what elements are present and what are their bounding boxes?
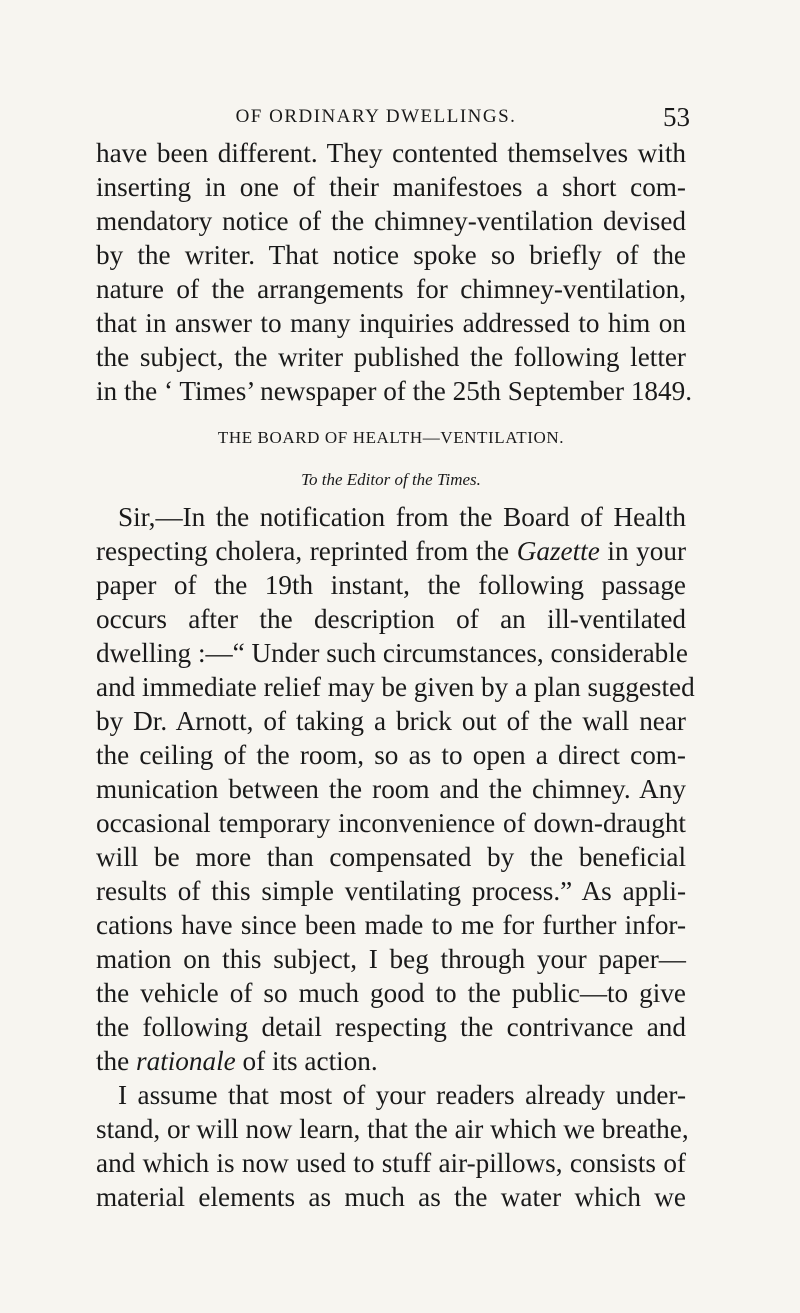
lead-rest: —In the notification from the Board of Health <box>155 502 686 532</box>
text-line: I assume that most of your readers already under- <box>118 1080 686 1110</box>
text-line: by the writer. That notice spoke so briefly of the <box>96 240 686 270</box>
text-line: the ceiling of the room, so as to open a direct com- <box>96 740 686 770</box>
text-line: that in answer to many inquiries addressed to him on <box>96 308 686 338</box>
running-title: OF ORDINARY DWELLINGS. <box>235 106 517 127</box>
letter-heading: THE BOARD OF HEALTH—VENTILATION. <box>217 428 565 447</box>
text-line: munication between the room and the chimney. Any <box>96 774 686 804</box>
gazette-italic: Gazette <box>516 536 600 566</box>
letter-lead-line <box>96 500 686 534</box>
text-line: stand, or will now learn, that the air which we breathe, <box>96 1114 689 1144</box>
text-line: in the ‘ Times’ newspaper of the 25th September 1849. <box>96 376 693 406</box>
page-number: 53 <box>663 102 690 132</box>
text-line: inserting in one of their manifestoes a short com- <box>96 172 686 202</box>
text-span: the <box>96 1046 137 1076</box>
text-span: of its action. <box>235 1046 378 1076</box>
text-line: occasional temporary inconvenience of down-draught <box>96 808 686 838</box>
text-line: and immediate relief may be given by a plan suggested <box>96 672 695 702</box>
text-span: respecting cholera, reprinted from the <box>96 536 510 566</box>
text-line <box>96 534 686 568</box>
text-line: mendatory notice of the chimney-ventilation devised <box>96 206 686 236</box>
running-head <box>96 102 690 132</box>
text-line: mation on this subject, I beg through your paper— <box>96 944 686 974</box>
text-line: have been different. They contented themselves with <box>96 138 686 168</box>
text-line: results of this simple ventilating process.” As appli- <box>96 876 686 906</box>
text-line: and which is now used to stuff air-pillows, consists of <box>96 1148 686 1178</box>
text-span: in your <box>599 536 687 566</box>
text-line: the following detail respecting the contrivance and <box>96 1012 686 1042</box>
text-line: the vehicle of so much good to the public—to give <box>96 978 686 1008</box>
text-line: cations have since been made to me for further infor- <box>96 910 686 940</box>
sir-lead: Sir, <box>118 502 156 532</box>
text-line: paper of the 19th instant, the following passage <box>96 570 686 600</box>
text-line: nature of the arrangements for chimney-ventilation, <box>96 274 686 304</box>
text-line <box>96 1044 686 1078</box>
text-line: occurs after the description of an ill-ventilated <box>96 604 686 634</box>
text-line: dwelling :—“ Under such circumstances, considerable <box>96 638 688 668</box>
text-line: the subject, the writer published the following letter <box>96 342 686 372</box>
letter-salutation: To the Editor of the Times. <box>301 470 481 489</box>
rationale-italic: rationale <box>136 1046 236 1076</box>
text-line: by Dr. Arnott, of taking a brick out of the wall near <box>96 706 686 736</box>
text-line: material elements as much as the water which we <box>96 1182 686 1212</box>
body-text <box>96 136 695 1214</box>
text-line: will be more than compensated by the beneficial <box>96 842 686 872</box>
